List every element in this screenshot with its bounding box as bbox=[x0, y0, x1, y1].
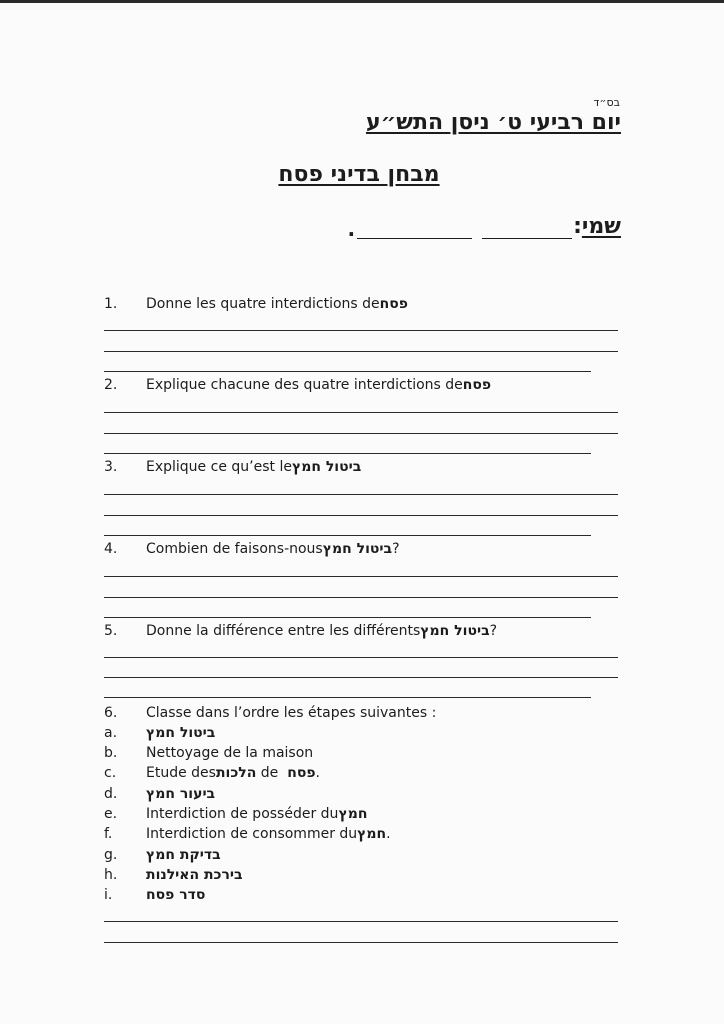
question-number: 4. bbox=[104, 541, 118, 557]
question-number: 1. bbox=[104, 296, 118, 312]
step-i bbox=[104, 887, 205, 903]
answer-line[interactable] bbox=[104, 412, 618, 413]
step-g bbox=[104, 847, 221, 863]
step-b bbox=[104, 745, 313, 761]
question-1 bbox=[104, 296, 408, 312]
question-hebrew: ביטול חמץ bbox=[322, 541, 393, 557]
step-text: Interdiction de consommer du bbox=[146, 826, 358, 842]
scan-edge bbox=[0, 0, 724, 3]
page-title: מבחן בדיני פסח bbox=[278, 162, 440, 187]
answer-line[interactable] bbox=[104, 371, 591, 372]
step-hebrew: הלכות bbox=[215, 765, 257, 781]
question-suffix: ? bbox=[489, 623, 498, 639]
question-text: Donne la différence entre les différents bbox=[146, 623, 421, 639]
answer-line[interactable] bbox=[104, 351, 618, 352]
question-text: Classe dans l’ordre les étapes suivantes : bbox=[146, 705, 437, 721]
step-text: Interdiction de posséder du bbox=[146, 806, 339, 822]
step-hebrew-2: פסח bbox=[287, 765, 316, 781]
step-hebrew: בדיקת חמץ bbox=[146, 847, 221, 863]
step-a bbox=[104, 725, 215, 741]
answer-line[interactable] bbox=[104, 494, 618, 495]
answer-line[interactable] bbox=[104, 515, 618, 516]
question-suffix: ? bbox=[392, 541, 400, 557]
answer-line[interactable] bbox=[104, 535, 591, 536]
step-f bbox=[104, 826, 391, 842]
question-6 bbox=[104, 705, 436, 721]
name-label: שמי bbox=[581, 214, 621, 239]
name-blank-last[interactable] bbox=[357, 215, 472, 239]
question-number: 2. bbox=[104, 377, 118, 393]
answer-line[interactable] bbox=[104, 617, 591, 618]
step-hebrew: ביעור חמץ bbox=[146, 786, 216, 802]
step-letter: a. bbox=[104, 725, 118, 741]
question-hebrew: פסח bbox=[379, 296, 408, 312]
hebrew-date: יום רביעי ט׳ ניסן התש״ע bbox=[365, 110, 621, 135]
bsd-header: בס״ד bbox=[593, 96, 620, 109]
name-end-dot: . bbox=[347, 217, 356, 241]
question-number: 6. bbox=[104, 705, 118, 721]
question-hebrew: פסח bbox=[462, 377, 492, 393]
question-text: Explique chacune des quatre interdictions de bbox=[146, 377, 463, 393]
name-blank-first[interactable] bbox=[482, 215, 572, 239]
step-letter: g. bbox=[104, 847, 118, 863]
question-text: Donne les quatre interdictions de bbox=[146, 296, 380, 312]
step-suffix: . bbox=[315, 765, 320, 781]
step-text: Nettoyage de la maison bbox=[146, 745, 314, 761]
answer-line[interactable] bbox=[104, 921, 618, 922]
step-hebrew: חמץ bbox=[357, 826, 387, 842]
question-5 bbox=[104, 623, 497, 639]
step-letter: h. bbox=[104, 867, 118, 883]
step-text: Etude des bbox=[146, 765, 216, 781]
question-4 bbox=[104, 541, 400, 557]
question-text: Explique ce qu’est le bbox=[146, 459, 292, 475]
step-hebrew: סדר פסח bbox=[146, 887, 206, 903]
answer-line[interactable] bbox=[104, 942, 618, 943]
question-hebrew: ביטול חמץ bbox=[420, 623, 490, 639]
answer-line[interactable] bbox=[104, 433, 618, 434]
question-hebrew: ביטול חמץ bbox=[291, 459, 362, 475]
step-letter: b. bbox=[104, 745, 118, 761]
step-d bbox=[104, 786, 215, 802]
step-letter: f. bbox=[104, 826, 113, 842]
question-3 bbox=[104, 459, 361, 475]
step-e bbox=[104, 806, 367, 822]
step-h bbox=[104, 867, 243, 883]
step-letter: i. bbox=[104, 887, 113, 903]
step-hebrew: בירכת האילנות bbox=[146, 867, 243, 883]
step-c bbox=[104, 765, 320, 781]
question-2 bbox=[104, 377, 491, 393]
step-suffix: . bbox=[386, 826, 391, 842]
answer-line[interactable] bbox=[104, 576, 618, 577]
step-hebrew: חמץ bbox=[338, 806, 368, 822]
answer-line[interactable] bbox=[104, 597, 618, 598]
step-text-mid: de bbox=[256, 765, 288, 781]
step-letter: c. bbox=[104, 765, 117, 781]
question-number: 3. bbox=[104, 459, 118, 475]
answer-line[interactable] bbox=[104, 657, 618, 658]
name-colon: : bbox=[573, 214, 582, 239]
answer-line[interactable] bbox=[104, 330, 618, 331]
question-text: Combien de faisons-nous bbox=[146, 541, 323, 557]
question-number: 5. bbox=[104, 623, 118, 639]
answer-line[interactable] bbox=[104, 697, 591, 698]
step-letter: d. bbox=[104, 786, 118, 802]
answer-line[interactable] bbox=[104, 677, 618, 678]
step-letter: e. bbox=[104, 806, 118, 822]
answer-line[interactable] bbox=[104, 453, 591, 454]
name-field bbox=[347, 214, 621, 239]
step-hebrew: ביטול חמץ bbox=[146, 725, 216, 741]
